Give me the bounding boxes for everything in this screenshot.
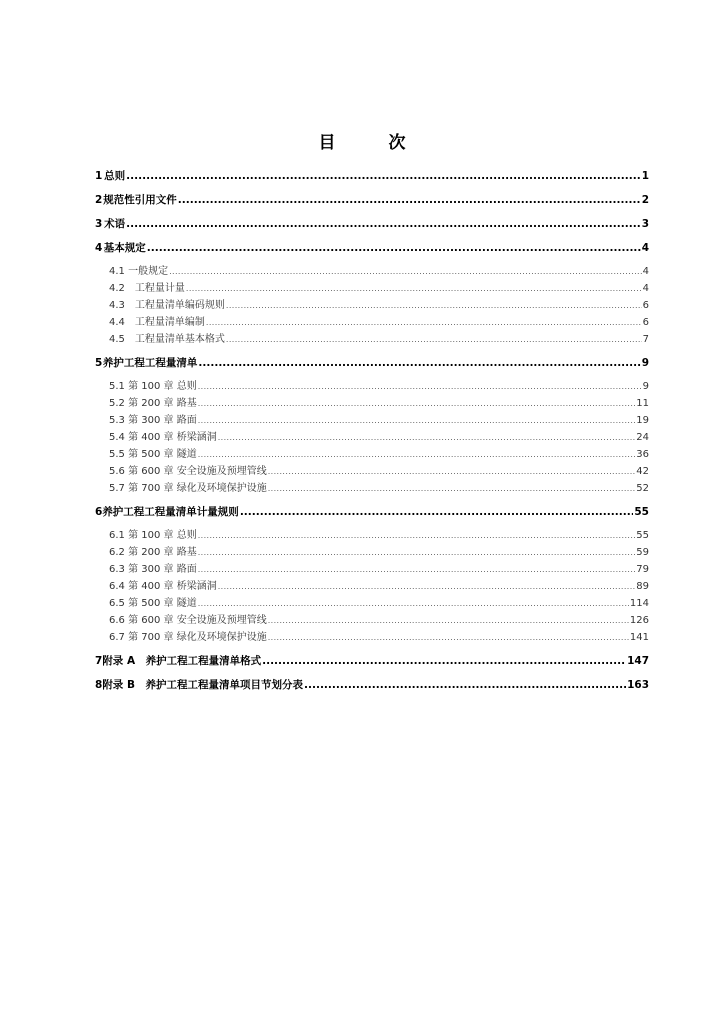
section-title: 5.1 第 100 章 总则	[109, 381, 197, 392]
chapter-title: 总则	[104, 170, 126, 182]
dot-leader	[268, 612, 629, 629]
toc-chapter-2[interactable]	[95, 188, 649, 212]
chapter-page-number: 163	[627, 679, 649, 691]
dot-leader	[206, 314, 642, 331]
section-title: 6.5 第 500 章 隧道	[109, 598, 197, 609]
section-list-6	[95, 527, 649, 646]
section-title: 5.2 第 200 章 路基	[109, 398, 197, 409]
toc-chapter-4[interactable]	[95, 236, 649, 260]
section-title: 4.4 工程量清单编制	[109, 317, 205, 328]
section-page-number: 42	[636, 466, 649, 477]
dot-leader	[198, 395, 636, 412]
section-title: 5.4 第 400 章 桥梁涵洞	[109, 432, 217, 443]
toc-section[interactable]	[95, 527, 649, 544]
section-title: 6.3 第 300 章 路面	[109, 564, 197, 575]
dot-leader	[198, 378, 642, 395]
dot-leader	[240, 506, 634, 518]
section-title: 5.5 第 500 章 隧道	[109, 449, 197, 460]
chapter-page-number: 147	[627, 655, 649, 667]
chapter-page-number: 9	[641, 357, 649, 369]
toc-chapter-7[interactable]	[95, 649, 649, 673]
chapter-number: 5	[95, 357, 103, 369]
section-page-number: 59	[636, 547, 649, 558]
dot-leader	[268, 629, 629, 646]
dot-leader	[304, 679, 626, 691]
toc-section[interactable]	[95, 263, 649, 280]
section-title: 6.4 第 400 章 桥梁涵洞	[109, 581, 217, 592]
toc-section[interactable]	[95, 314, 649, 331]
chapter-page-number: 3	[641, 218, 649, 230]
dot-leader	[198, 595, 629, 612]
section-title: 5.6 第 600 章 安全设施及预埋管线	[109, 466, 267, 477]
dot-leader	[147, 242, 641, 254]
dot-leader	[186, 280, 642, 297]
toc-section[interactable]	[95, 578, 649, 595]
chapter-number: 6	[95, 506, 103, 518]
page-title: 目 次	[318, 133, 424, 153]
dot-leader	[198, 446, 636, 463]
section-title: 5.3 第 300 章 路面	[109, 415, 197, 426]
chapter-title: 附录 B 养护工程工程量清单项目节划分表	[102, 679, 303, 691]
dot-leader	[218, 429, 636, 446]
dot-leader	[226, 331, 642, 348]
toc-section[interactable]	[95, 612, 649, 629]
chapter-page-number: 1	[641, 170, 649, 182]
dot-leader	[268, 480, 636, 497]
section-page-number: 7	[642, 334, 649, 345]
dot-leader	[178, 194, 641, 206]
section-list-4	[95, 263, 649, 348]
section-title: 6.2 第 200 章 路基	[109, 547, 197, 558]
section-page-number: 36	[636, 449, 649, 460]
section-page-number: 114	[629, 598, 649, 609]
toc-section[interactable]	[95, 395, 649, 412]
toc-section[interactable]	[95, 378, 649, 395]
section-title: 4.3 工程量清单编码规则	[109, 300, 225, 311]
dot-leader	[198, 412, 636, 429]
section-title: 6.7 第 700 章 绿化及环境保护设施	[109, 632, 267, 643]
dot-leader	[262, 655, 626, 667]
section-page-number: 89	[636, 581, 649, 592]
toc-section[interactable]	[95, 561, 649, 578]
section-page-number: 79	[636, 564, 649, 575]
section-title: 6.6 第 600 章 安全设施及预埋管线	[109, 615, 267, 626]
dot-leader	[169, 263, 642, 280]
section-page-number: 24	[636, 432, 649, 443]
section-title: 5.7 第 700 章 绿化及环境保护设施	[109, 483, 267, 494]
toc-section[interactable]	[95, 429, 649, 446]
chapter-number: 8	[95, 679, 103, 691]
toc-section[interactable]	[95, 544, 649, 561]
section-title: 4.2 工程量计量	[109, 283, 185, 294]
chapter-number: 1	[95, 170, 103, 182]
chapter-number: 4	[95, 242, 103, 254]
dot-leader	[198, 544, 636, 561]
toc-chapter-5[interactable]	[95, 351, 649, 375]
chapter-number: 3	[95, 218, 103, 230]
section-page-number: 11	[636, 398, 649, 409]
chapter-title: 附录 A 养护工程工程量清单格式	[102, 655, 262, 667]
section-title: 4.1 一般规定	[109, 266, 169, 277]
toc-section[interactable]	[95, 480, 649, 497]
chapter-number: 2	[95, 194, 103, 206]
dot-leader	[126, 218, 641, 230]
dot-leader	[226, 297, 642, 314]
chapter-title: 养护工程工程量清单计量规则	[102, 506, 239, 518]
section-page-number: 9	[642, 381, 649, 392]
dot-leader	[126, 170, 641, 182]
dot-leader	[198, 561, 636, 578]
toc-section[interactable]	[95, 297, 649, 314]
toc-section[interactable]	[95, 280, 649, 297]
toc-section[interactable]	[95, 412, 649, 429]
section-page-number: 6	[642, 317, 649, 328]
chapter-page-number: 2	[641, 194, 649, 206]
section-page-number: 141	[629, 632, 649, 643]
table-of-contents	[95, 164, 649, 697]
toc-section[interactable]	[95, 595, 649, 612]
chapter-title: 术语	[104, 218, 126, 230]
toc-chapter-3[interactable]	[95, 212, 649, 236]
toc-section[interactable]	[95, 331, 649, 348]
toc-chapter-8[interactable]	[95, 673, 649, 697]
toc-section[interactable]	[95, 463, 649, 480]
dot-leader	[198, 357, 640, 369]
dot-leader	[198, 527, 636, 544]
toc-section[interactable]	[95, 629, 649, 646]
section-page-number: 6	[642, 300, 649, 311]
section-title: 6.1 第 100 章 总则	[109, 530, 197, 541]
toc-chapter-1[interactable]	[95, 164, 649, 188]
chapter-page-number: 55	[634, 506, 649, 518]
section-title: 4.5 工程量清单基本格式	[109, 334, 225, 345]
dot-leader	[218, 578, 636, 595]
chapter-page-number: 4	[641, 242, 649, 254]
section-page-number: 4	[642, 283, 649, 294]
section-page-number: 19	[636, 415, 649, 426]
section-page-number: 4	[642, 266, 649, 277]
chapter-number: 7	[95, 655, 103, 667]
section-page-number: 55	[636, 530, 649, 541]
dot-leader	[268, 463, 636, 480]
chapter-title: 基本规定	[103, 242, 146, 254]
chapter-title: 养护工程工程量清单	[102, 357, 198, 369]
toc-chapter-6[interactable]	[95, 500, 649, 524]
section-page-number: 126	[629, 615, 649, 626]
section-list-5	[95, 378, 649, 497]
section-page-number: 52	[636, 483, 649, 494]
toc-section[interactable]	[95, 446, 649, 463]
chapter-title: 规范性引用文件	[103, 194, 177, 206]
